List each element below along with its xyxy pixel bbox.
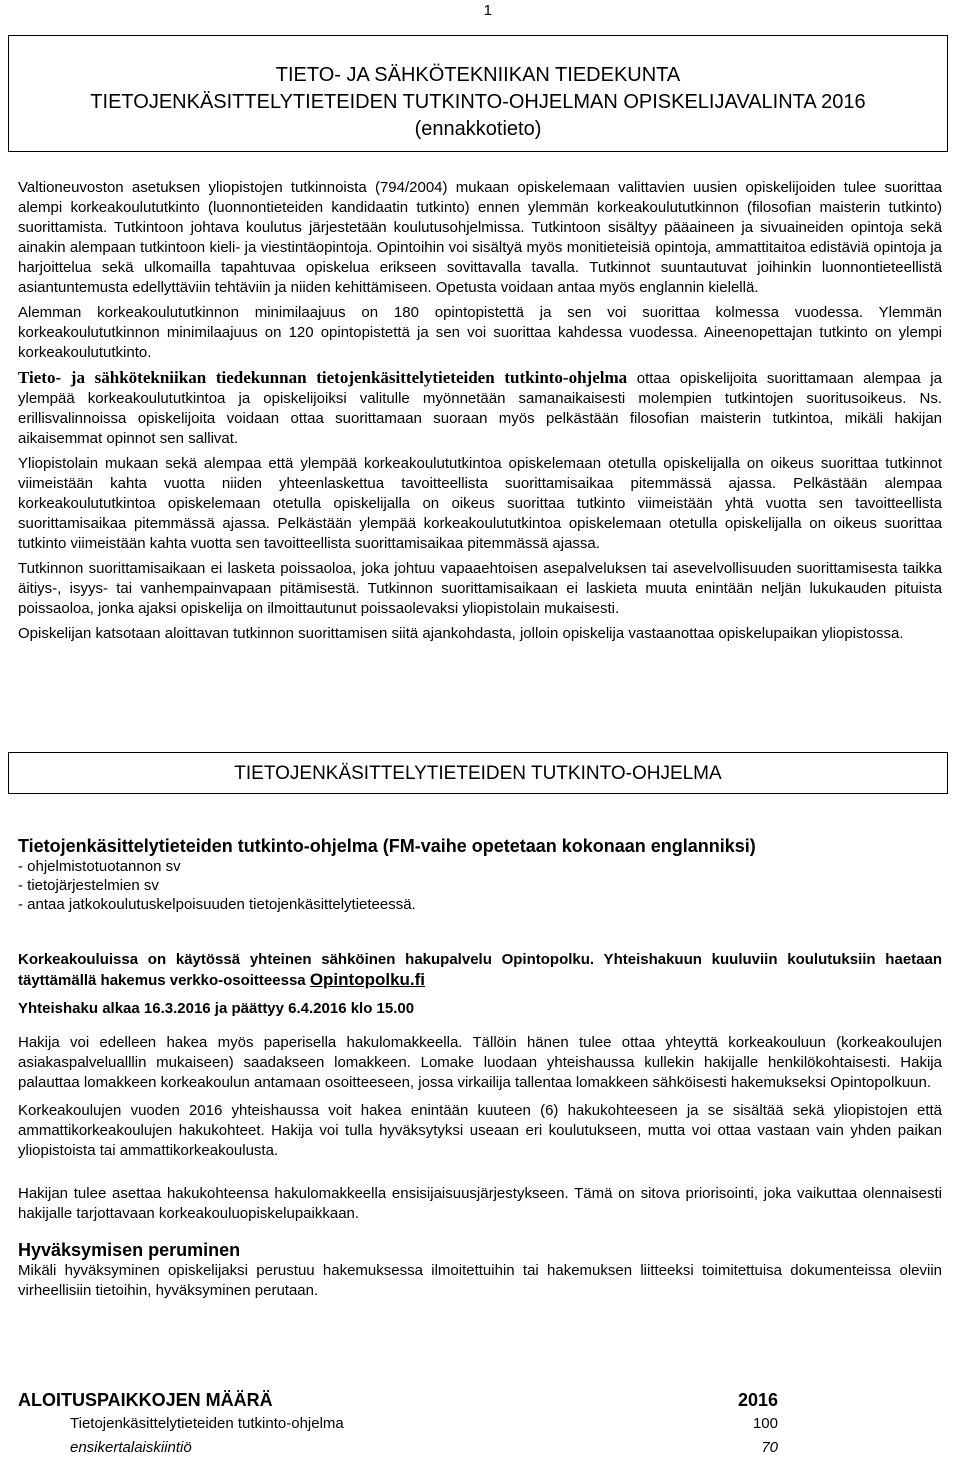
program-bullet: - antaa jatkokoulutuskelpoisuuden tietojenkäsittelytieteessä. [18,896,416,913]
application-paragraph-4: Hakijan tulee asettaa hakukohteensa hakulomakkeella ensisijaisuusjärjestykseen. Tämä on sitova priorisointi, joka vaikuttaa olennaisesti hakijalle tarjottavaan korkeakouluopiskelupaikkaan. [18,1185,942,1222]
application-dates: Yhteishaku alkaa 16.3.2016 ja päättyy 6.4.2016 klo 15.00 [18,1000,415,1017]
intro-section [18,178,942,649]
row-value: 100 [752,1415,778,1432]
page-number: 1 [483,2,492,19]
places-year: 2016 [737,1390,778,1410]
intro-paragraph-5: Tutkinnon suorittamisaikaan ei lasketa poissaoloa, joka johtuu vapaaehtoisen asepalveluksen tai asevelvollisuuden suorittamisesta taikka äitiys-, isyys- tai vanhempainvapaan pitämisestä. Tutkinnon suorittamisaikaan ei laskieta muuta enintään neljän lukukauden pituista poissaoloa, jonka ajaksi opiskelija on ilmoittautunut poissaolevaksi yliopistolain mukaisesti. [18,560,942,617]
intro-paragraph-3-text: ottaa opiskelijoita suorittamaan alempaa ja ylempää korkeakoulututkintoa ja opiskelijoiksi valitulle myönnetään samanaikaisesti molempien tutkintojen suoritusoikeus. Ns. erillisvalinnoissa opiskelijoita voidaan ottaa suorittamaan suoraan myös pelkästään filosofian maisterin tutkintoa, mikäli hakijan aikaisemmat opinnot sen sallivat. [18,370,942,447]
preliminary-note: (ennakkotieto) [414,118,542,140]
cancel-text: Mikäli hyväksyminen opiskelijaksi perustuu hakemuksessa ilmoitettuihin tai hakemuksen liitteeksi toimitettuisa dokumenteissa oleviin virheellisiin tietoihin, hyväksyminen perutaan. [18,1262,942,1299]
table-row [18,1412,942,1436]
cancel-heading: Hyväksymisen peruminen [18,1240,241,1260]
opintopolku-link[interactable]: Opintopolku.fi [309,970,426,989]
program-section [18,835,942,1306]
row-label: ensikertalaiskiintiö [70,1439,192,1456]
program-title: Tietojenkäsittelytieteiden tutkinto-ohjelma (FM-vaihe opetetaan kokonaan englanniksi) [18,836,756,856]
places-heading: ALOITUSPAIKKOJEN MÄÄRÄ [18,1390,273,1410]
table-row [18,1436,942,1460]
application-paragraph-3: Korkeakoulujen vuoden 2016 yhteishaussa voit hakea enintään kuuteen (6) hakukohteeseen ja se sisältää sekä yliopistojen että ammattikorkeakoulujen hakukohteet. Hakija voi tulla hyväksytyksi useaan eri koulutukseen, mutta voi ottaa vastaan vain yhden paikan yliopistoista tai ammattikorkeakoulusta. [18,1102,942,1159]
intro-paragraph-6: Opiskelijan katsotaan aloittavan tutkinnon suorittamisen siitä ajankohdasta, jolloin opiskelija vastaanottaa opiskelupaikan yliopistossa. [18,625,904,642]
intro-paragraph-2: Alemman korkeakoulututkinnon minimilaajuus on 180 opintopistettä ja sen voi suorittaa kolmessa vuodessa. Ylemmän korkeakoulututkinnon minimilaajuus on 120 opintopistettä ja sen voi suorittaa kahdessa vuodessa. Aineenopettajan tutkinto on ylempi korkeakoulututkinto. [18,304,942,361]
row-label: Tietojenkäsittelytieteiden tutkinto-ohjelma [70,1415,344,1432]
program-bullet: - ohjelmistotuotannon sv [18,858,181,875]
places-table [18,1388,942,1460]
intro-paragraph-4: Yliopistolain mukaan sekä alempaa että ylempää korkeakoulututkintoa opiskelemaan otetulla opiskelijalla on oikeus suorittaa tutkinnot viimeistään kahta vuotta niiden yhteenlaskettua tavoitteellista suorittamisaikaa pitemmässä ajassa. Pelkästään alempaa korkeakoulututkintoa opiskelemaan otetulla opiskelijalla on oikeus suorittaa tutkinto viimeistään yhtä vuotta sen tavoitteellista suorittamisaikaa pitemmässä ajassa. Pelkästään ylempää korkeakoulututkintoa opiskelemaan otetulla opiskelijalla on oikeus suorittaa tutkinto viimeistään kahta vuotta sen tavoitteellista suorittamisaikaa pitemmässä ajassa. [18,455,942,552]
faculty-title: TIETO- JA SÄHKÖTEKNIIKAN TIEDEKUNTA [275,64,681,86]
row-value: 70 [761,1439,778,1456]
section-title: TIETOJENKÄSITTELYTIETEIDEN TUTKINTO-OHJELMA [8,752,948,794]
places-table-header [18,1388,942,1412]
application-intro: Korkeakouluissa on käytössä yhteinen sähköinen hakupalvelu Opintopolku. Yhteishakuun kuuluviin koulutuksiin haetaan täyttämällä hakemus verkko-osoitteessa Opintopolku.fi [18,951,942,989]
intro-paragraph-1: Valtioneuvoston asetuksen yliopistojen tutkinnoista (794/2004) mukaan opiskelemaan valittavien uusien opiskelijoiden tulee suorittaa alempi korkeakoulututkinto (luonnontieteiden kandidaatin tutkinto) ennen ylemmän korkeakoulututkinnon (filosofian maisterin tutkinto) suorittamista. Tutkintoon johtava koulutus järjestetään koulutusohjelmissa. Tutkintoon sisältyy pääaineen ja sivuaineiden opintoja sekä ainakin alempaan tutkintoon kieli- ja viestintäopintoja. Opintoihin voi sisältyä myös monitieteisiä opintoja, ammattitaitoa edistäviä opintoja ja harjoittelua sekä ulkomailla tapahtuvaa opiskelua erikseen sovittavalla tavalla. Tutkinnot suuntautuvat joihinkin luonnontieteellistä asiantuntemusta edellyttäviin tehtäviin ja niiden kehittämiseen. Opetusta voidaan antaa myös englannin kielellä. [18,179,942,296]
document-header [8,35,948,152]
application-paragraph-2: Hakija voi edelleen hakea myös paperisella hakulomakkeella. Tällöin hänen tulee ottaa yhteyttä korkeakouluun (korkeakoulujen asiakaspalvelualllin mukaiseen) saadakseen lomakkeen. Lomake luodaan yhteishaussa kullekin hakijalle henkilökohtaisesti. Hakija palauttaa lomakkeen korkeakoulun antamaan osoitteeseen, jossa virkailija tallentaa lomakkeen sähköisesti hakemukseksi Opintopolkuun. [18,1034,942,1091]
faculty-program-name: Tieto- ja sähkötekniikan tiedekunnan tietojenkäsittelytieteiden tutkinto-ohjelma [18,368,628,387]
selection-title: TIETOJENKÄSITTELYTIETEIDEN TUTKINTO-OHJELMAN OPISKELIJAVALINTA 2016 [90,91,866,113]
intro-paragraph-3 [18,368,942,449]
program-bullet: - tietojärjestelmien sv [18,877,159,894]
